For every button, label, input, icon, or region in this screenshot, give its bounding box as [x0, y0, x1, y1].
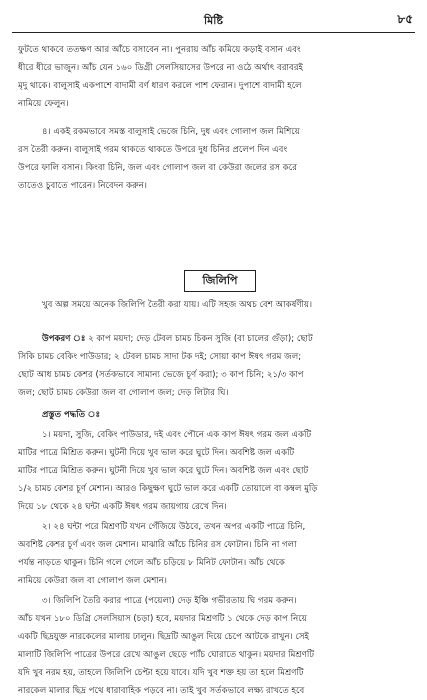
text-line: উপরে ফালি বসান। কিংবা চিনি, জল এবং গোলাপ জল বা কেউরা জলের রস করে — [18, 163, 297, 173]
header-rule — [12, 32, 415, 33]
text-line: সিকি চামচ বেকিং পাউডার; ২ টেবল চামচ সাদা টক দই; সোয়া কাপ ঈষৎ গরম জল; — [18, 352, 302, 362]
text-line: মাটির পাত্রে মিশ্রিত করুন। ঘুটনী দিয়ে খুব ভাল করে ঘুটে দিন। অবশিষ্ট জল এবং ছোট — [18, 466, 309, 476]
ingredients-paragraph — [18, 330, 414, 402]
text-line: যদি খুব নরম হয়, তাহলে জিলিপি চেপ্টা হয়ে যাবে। যদি খুব শক্ত হয় তা হলে মিশ্রণটি — [18, 668, 304, 678]
text-line: মাটির পাত্রে মিশ্রিত করুন। ঘুটনী দিয়ে খুব ভাল করে ঘুটে দিন। অবশিষ্ট জল একটি — [18, 448, 295, 458]
text-line: ৩। জিলিপি তৈরি করার পাত্রে (পয়েলা) দেড় ইঞ্চি গভীরতায় ঘি গরম করুন। — [42, 596, 297, 606]
text-line: মৃদু থাকে। বালুসাই একপাশে বাদামী বর্ণ ধারণ করলে পাশ ফেরান। দুপাশে বাদামী হলে — [18, 81, 302, 91]
text-line: একটি ছিদ্রযুক্ত নারকেলের মালায় ঢালুন। ছিদ্রটি আঙুল দিয়ে চেপে আটকে রাখুন। সেই — [18, 632, 310, 642]
page-number: ৮৫ — [397, 12, 413, 26]
text-line: নামিয়ে কেউরা জল বা গোলাপ জল মেশান। — [18, 576, 168, 586]
page-header-title: মিষ্টি — [204, 14, 223, 27]
text-line: পর্যন্ত নাড়তে থাকুন। চিনি গলে গেলে আঁচ চড়িয়ে ৮ মিনিট ফোটান। আঁচ থেকে — [18, 558, 285, 568]
text-line: ১। ময়দা, সুজি, বেকিং পাউডার, দই এবং পৌনে এক কাপ ঈষৎ গরম জল একটি — [42, 430, 312, 440]
recipe-block — [18, 330, 414, 700]
method-step-2 — [18, 518, 414, 590]
text-line: অবশিষ্ট কেশর চূর্ণ এবং জল মেশান। মাঝারি আঁচে চিনির রস ফোটান। চিনি না গলা — [18, 540, 297, 550]
text-line: দিয়ে ১৮ থেকে ২৪ ঘন্টা একটি ঈষৎ গরম জায়গায় রেখে দিন। — [18, 502, 227, 512]
method-step-3 — [18, 592, 414, 700]
text-line: মালাটি জিলিপি পাত্রের উপরে রেখে আঙুল ছেড়ে প্যাঁচ ঘোরাতে থাকুন। ময়দার মিশ্রণটি — [18, 650, 315, 660]
text-line: ছোট আধ চামচ কেশর (সর্তকভাবে সামান্য ভেজে চূর্ণ করা); ৩ কাপ চিনি; ২১/৩ কাপ — [18, 370, 304, 380]
text-line: জল; ছোট চামচ কেউরা জল বা গোলাপ জল; দেড় লিটার ঘি। — [18, 388, 229, 398]
text-line: ধীরে ধীরে ভাজুন। আঁচ যেন ১৬০ ডিগ্রী সেলসিয়াসের উপরে না ওঠে অর্থাৎ বরাবরই — [18, 63, 304, 73]
text-line: ২। ২৪ ঘন্টা পরে মিশ্রণটি যখন গেঁজিয়ে উঠবে, তখন অপর একটি পাত্রে চিনি, — [42, 522, 306, 532]
text-line: নামিয়ে ফেলুন। — [18, 99, 69, 109]
intro-block — [18, 296, 414, 314]
paragraph-continued — [18, 41, 414, 113]
text-line: আঁচ যখন ১৮০ ডিগ্রি সেলসিয়াস (চড়া) হবে, ময়দার মিশ্রণটি ১ থেকে দেড় কাপ নিয়ে — [18, 614, 307, 624]
paragraph-step-4 — [18, 123, 414, 195]
text-line: ফুটতে থাকবে ততক্ষণ আর আঁচে বসাবেন না। পুনরায় আঁচ কমিয়ে কড়াই বসান এবং — [18, 45, 301, 55]
text-line: ২ কাপ ময়দা; দেড় টেবল চামচ চিকন সুজি (বা চালের গুঁড়া); ছোট — [88, 334, 313, 344]
text-line: ৪। একই রকমভাবে সমস্ত বালুসাই ভেজে চিনি, দুধ এবং গোলাপ জল মিশিয়ে — [42, 127, 300, 137]
ingredients-line-1 — [18, 330, 414, 348]
text-block-upper — [18, 41, 414, 195]
text-line: রস তৈরী করুন। বালুসাই গরম থাকতে থাকতে উপরে দুধ চিনির প্রলেপ দিন এবং — [18, 145, 288, 155]
section-title-box: জিলিপি — [184, 270, 256, 292]
method-label: প্রস্তুত পদ্ধতি ঃ — [42, 410, 101, 420]
text-line: ১/২ চামচ কেশর চূর্ণ মেশান। আরও কিছুক্ষণ ঘুটে ভাল করে একটি তোয়ালে বা কম্বল মুড়ি — [18, 484, 318, 494]
recipe-intro: খুব অল্প সময়ে অনেক জিলিপি তৈরী করা যায়। এটি সহজ অথচ বেশ আকর্ষণীয়। — [42, 300, 313, 310]
ingredients-label: উপকরণ ঃ — [42, 334, 86, 344]
text-line: নারকেল মালার ছিদ্র পথে ধারাবাহিক পড়বে না। তাই খুব সর্তকভাবে লক্ষ্য রাখতে হবে — [18, 686, 305, 696]
text-line: তাতেও চুবাতে পারেন। নিবেদন করুন। — [18, 181, 147, 191]
method-step-1 — [18, 426, 414, 516]
